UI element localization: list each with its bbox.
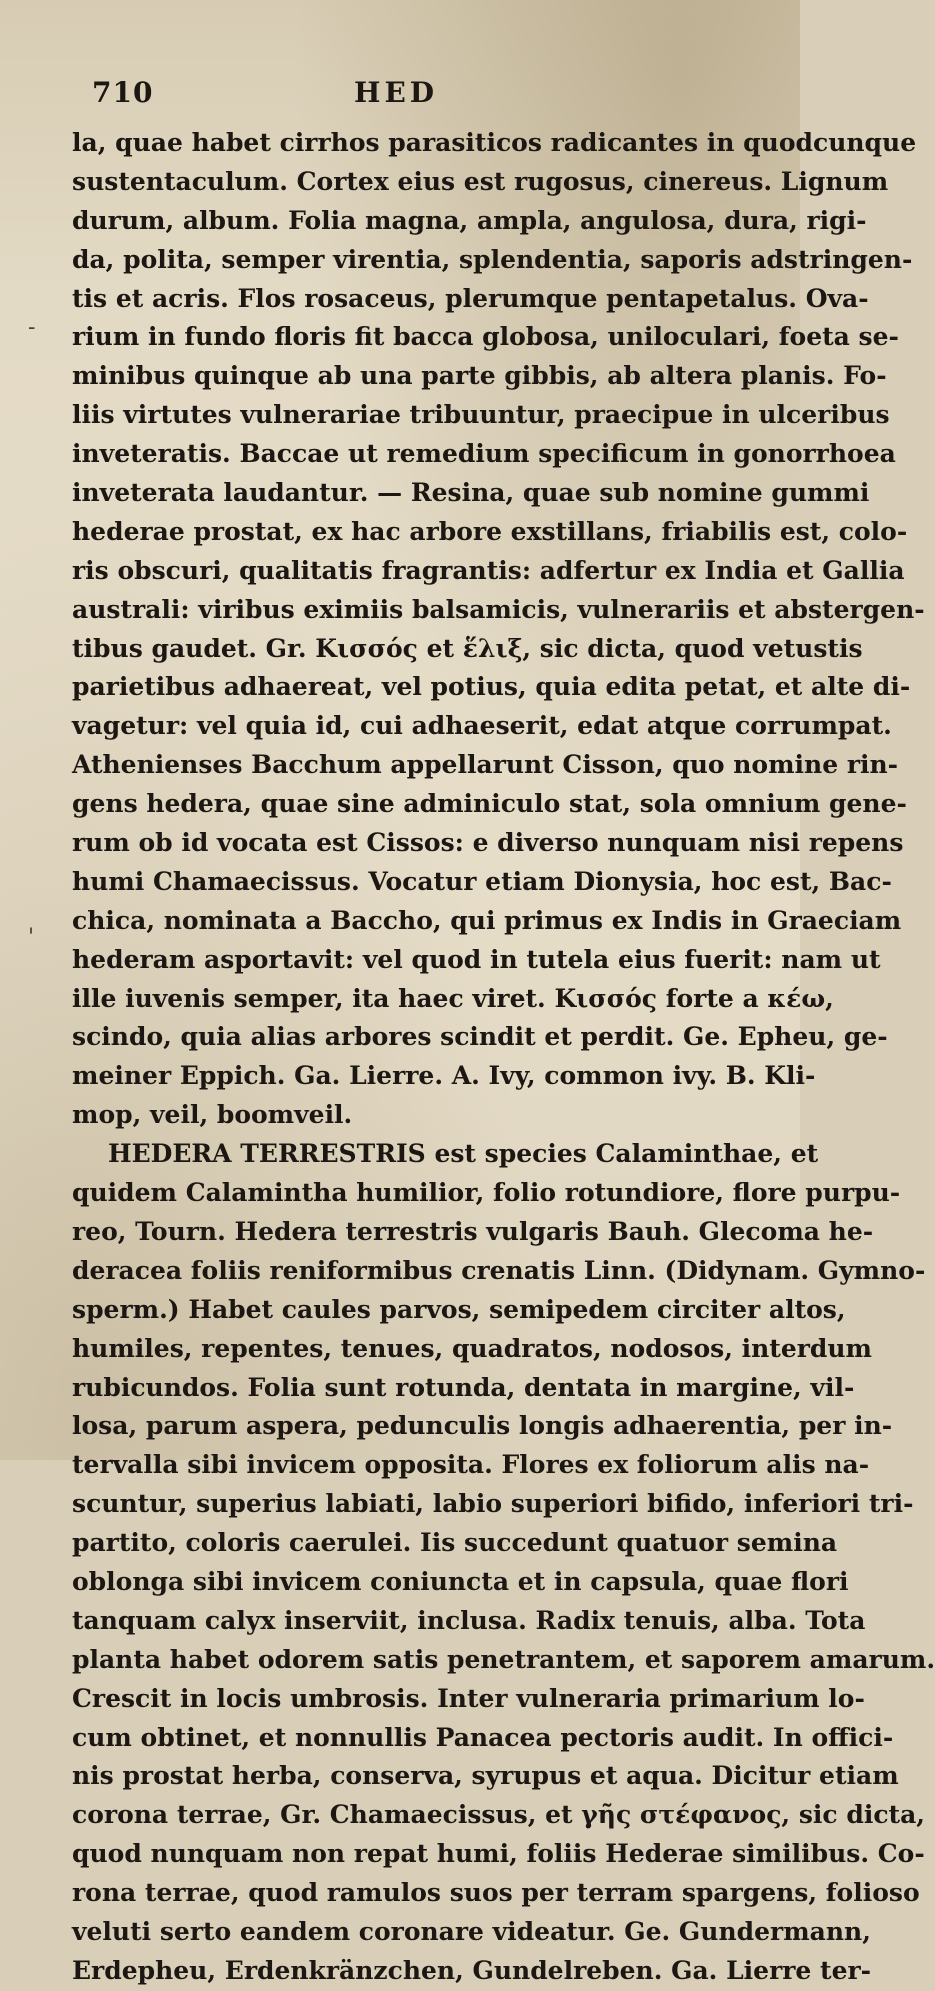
text-line: inveteratis. Baccae ut remedium specificum in gonorrhoea <box>72 439 896 469</box>
text-line: liis virtutes vulnerariae tribuuntur, praecipue in ulceribus <box>72 400 890 430</box>
text-line: vagetur: vel quia id, cui adhaeserit, edat atque corrumpat. <box>72 711 892 741</box>
text-line: ille iuvenis semper, ita haec viret. Κισσός forte a κέω, <box>72 983 834 1013</box>
text-line: ris obscuri, qualitatis fragrantis: adfertur ex India et Gallia <box>72 555 905 585</box>
text-line: oblonga sibi invicem coniuncta et in capsula, quae flori <box>72 1566 849 1596</box>
text-line: tanquam calyx inserviit, inclusa. Radix tenuis, alba. Tota <box>72 1605 866 1635</box>
text-line: gens hedera, quae sine adminiculo stat, sola omnium gene- <box>72 789 907 819</box>
text-line: losa, parum aspera, pedunculis longis adhaerentia, per in- <box>72 1411 893 1441</box>
text-line: planta habet odorem satis penetrantem, et saporem amarum. <box>72 1644 935 1674</box>
text-line: inveterata laudantur. — Resina, quae sub nomine gummi <box>72 478 870 508</box>
body-text <box>72 124 935 1991</box>
text-line: rubicundos. Folia sunt rotunda, dentata in margine, vil- <box>72 1372 855 1402</box>
text-line: sperm.) Habet caules parvos, semipedem circiter altos, <box>72 1294 846 1324</box>
text-line: partito, coloris caerulei. Iis succedunt quatuor semina <box>72 1528 838 1558</box>
page-number: 710 <box>92 76 154 109</box>
margin-mark: - <box>28 315 36 340</box>
text-line: Crescit in locis umbrosis. Inter vulneraria primarium lo- <box>72 1683 865 1713</box>
text-line: hederam asportavit: vel quod in tutela eius fuerit: nam ut <box>72 944 881 974</box>
text-line: humiles, repentes, tenues, quadratos, nodosos, interdum <box>72 1333 873 1363</box>
text-line: rium in fundo floris fit bacca globosa, uniloculari, foeta se- <box>72 322 899 352</box>
text-line: veluti serto eandem coronare videatur. Ge. Gundermann, <box>72 1916 871 1946</box>
text-line: Erdepheu, Erdenkränzchen, Gundelreben. Ga. Lierre ter- <box>72 1955 872 1985</box>
text-line: da, polita, semper virentia, splendentia, saporis adstringen- <box>72 244 913 274</box>
page-header <box>92 76 742 116</box>
text-line: scuntur, superius labiati, labio superiori bifido, inferiori tri- <box>72 1489 914 1519</box>
text-line: deracea foliis reniformibus crenatis Linn. (Didynam. Gymno- <box>72 1255 926 1285</box>
text-line: mop, veil, boomveil. <box>72 1100 353 1130</box>
text-line: quidem Calamintha humilior, folio rotundiore, flore purpu- <box>72 1178 901 1208</box>
text-line: rum ob id vocata est Cissos: e diverso nunquam nisi repens <box>72 828 904 858</box>
text-line: corona terrae, Gr. Chamaecissus, et γῆς στέφανος, sic dicta, <box>72 1800 925 1830</box>
text-line: durum, album. Folia magna, ampla, angulosa, dura, rigi- <box>72 205 867 235</box>
text-line: sustentaculum. Cortex eius est rugosus, cinereus. Lignum <box>72 166 889 196</box>
margin-mark: ' <box>28 925 35 950</box>
text-line: australi: viribus eximiis balsamicis, vulnerariis et abstergen- <box>72 594 925 624</box>
text-line: tis et acris. Flos rosaceus, plerumque pentapetalus. Ova- <box>72 283 869 313</box>
text-line: cum obtinet, et nonnullis Panacea pectoris audit. In offici- <box>72 1722 894 1752</box>
text-line: la, quae habet cirrhos parasiticos radicantes in quodcunque <box>72 128 917 157</box>
text-line: hederae prostat, ex hac arbore exstillans, friabilis est, colo- <box>72 516 908 546</box>
text-line: humi Chamaecissus. Vocatur etiam Dionysia, hoc est, Bac- <box>72 866 892 896</box>
text-line: quod nunquam non repat humi, foliis Hederae similibus. Co- <box>72 1839 925 1869</box>
text-line: chica, nominata a Baccho, qui primus ex Indis in Graeciam <box>72 905 902 935</box>
text-line: rona terrae, quod ramulos suos per terram spargens, folioso <box>72 1878 920 1908</box>
text-line: scindo, quia alias arbores scindit et perdit. Ge. Epheu, ge- <box>72 1022 888 1052</box>
text-line: tibus gaudet. Gr. Κισσός et ἕλιξ, sic dicta, quod vetustis <box>72 633 863 663</box>
text-line: minibus quinque ab una parte gibbis, ab altera planis. Fo- <box>72 361 887 391</box>
text-line: reo, Tourn. Hedera terrestris vulgaris Bauh. Glecoma he- <box>72 1216 874 1246</box>
text-line: meiner Eppich. Ga. Lierre. A. Ivy, common ivy. B. Kli- <box>72 1061 816 1091</box>
text-line: parietibus adhaereat, vel potius, quia edita petat, et alte di- <box>72 672 911 702</box>
text-line: nis prostat herba, conserva, syrupus et aqua. Dicitur etiam <box>72 1761 899 1791</box>
text-line: Athenienses Bacchum appellarunt Cisson, quo nomine rin- <box>72 750 899 780</box>
text-line: tervalla sibi invicem opposita. Flores ex foliorum alis na- <box>72 1450 870 1480</box>
text-line: HEDERA TERRESTRIS est species Calaminthae, et <box>108 1139 819 1169</box>
running-head: HED <box>354 76 439 109</box>
